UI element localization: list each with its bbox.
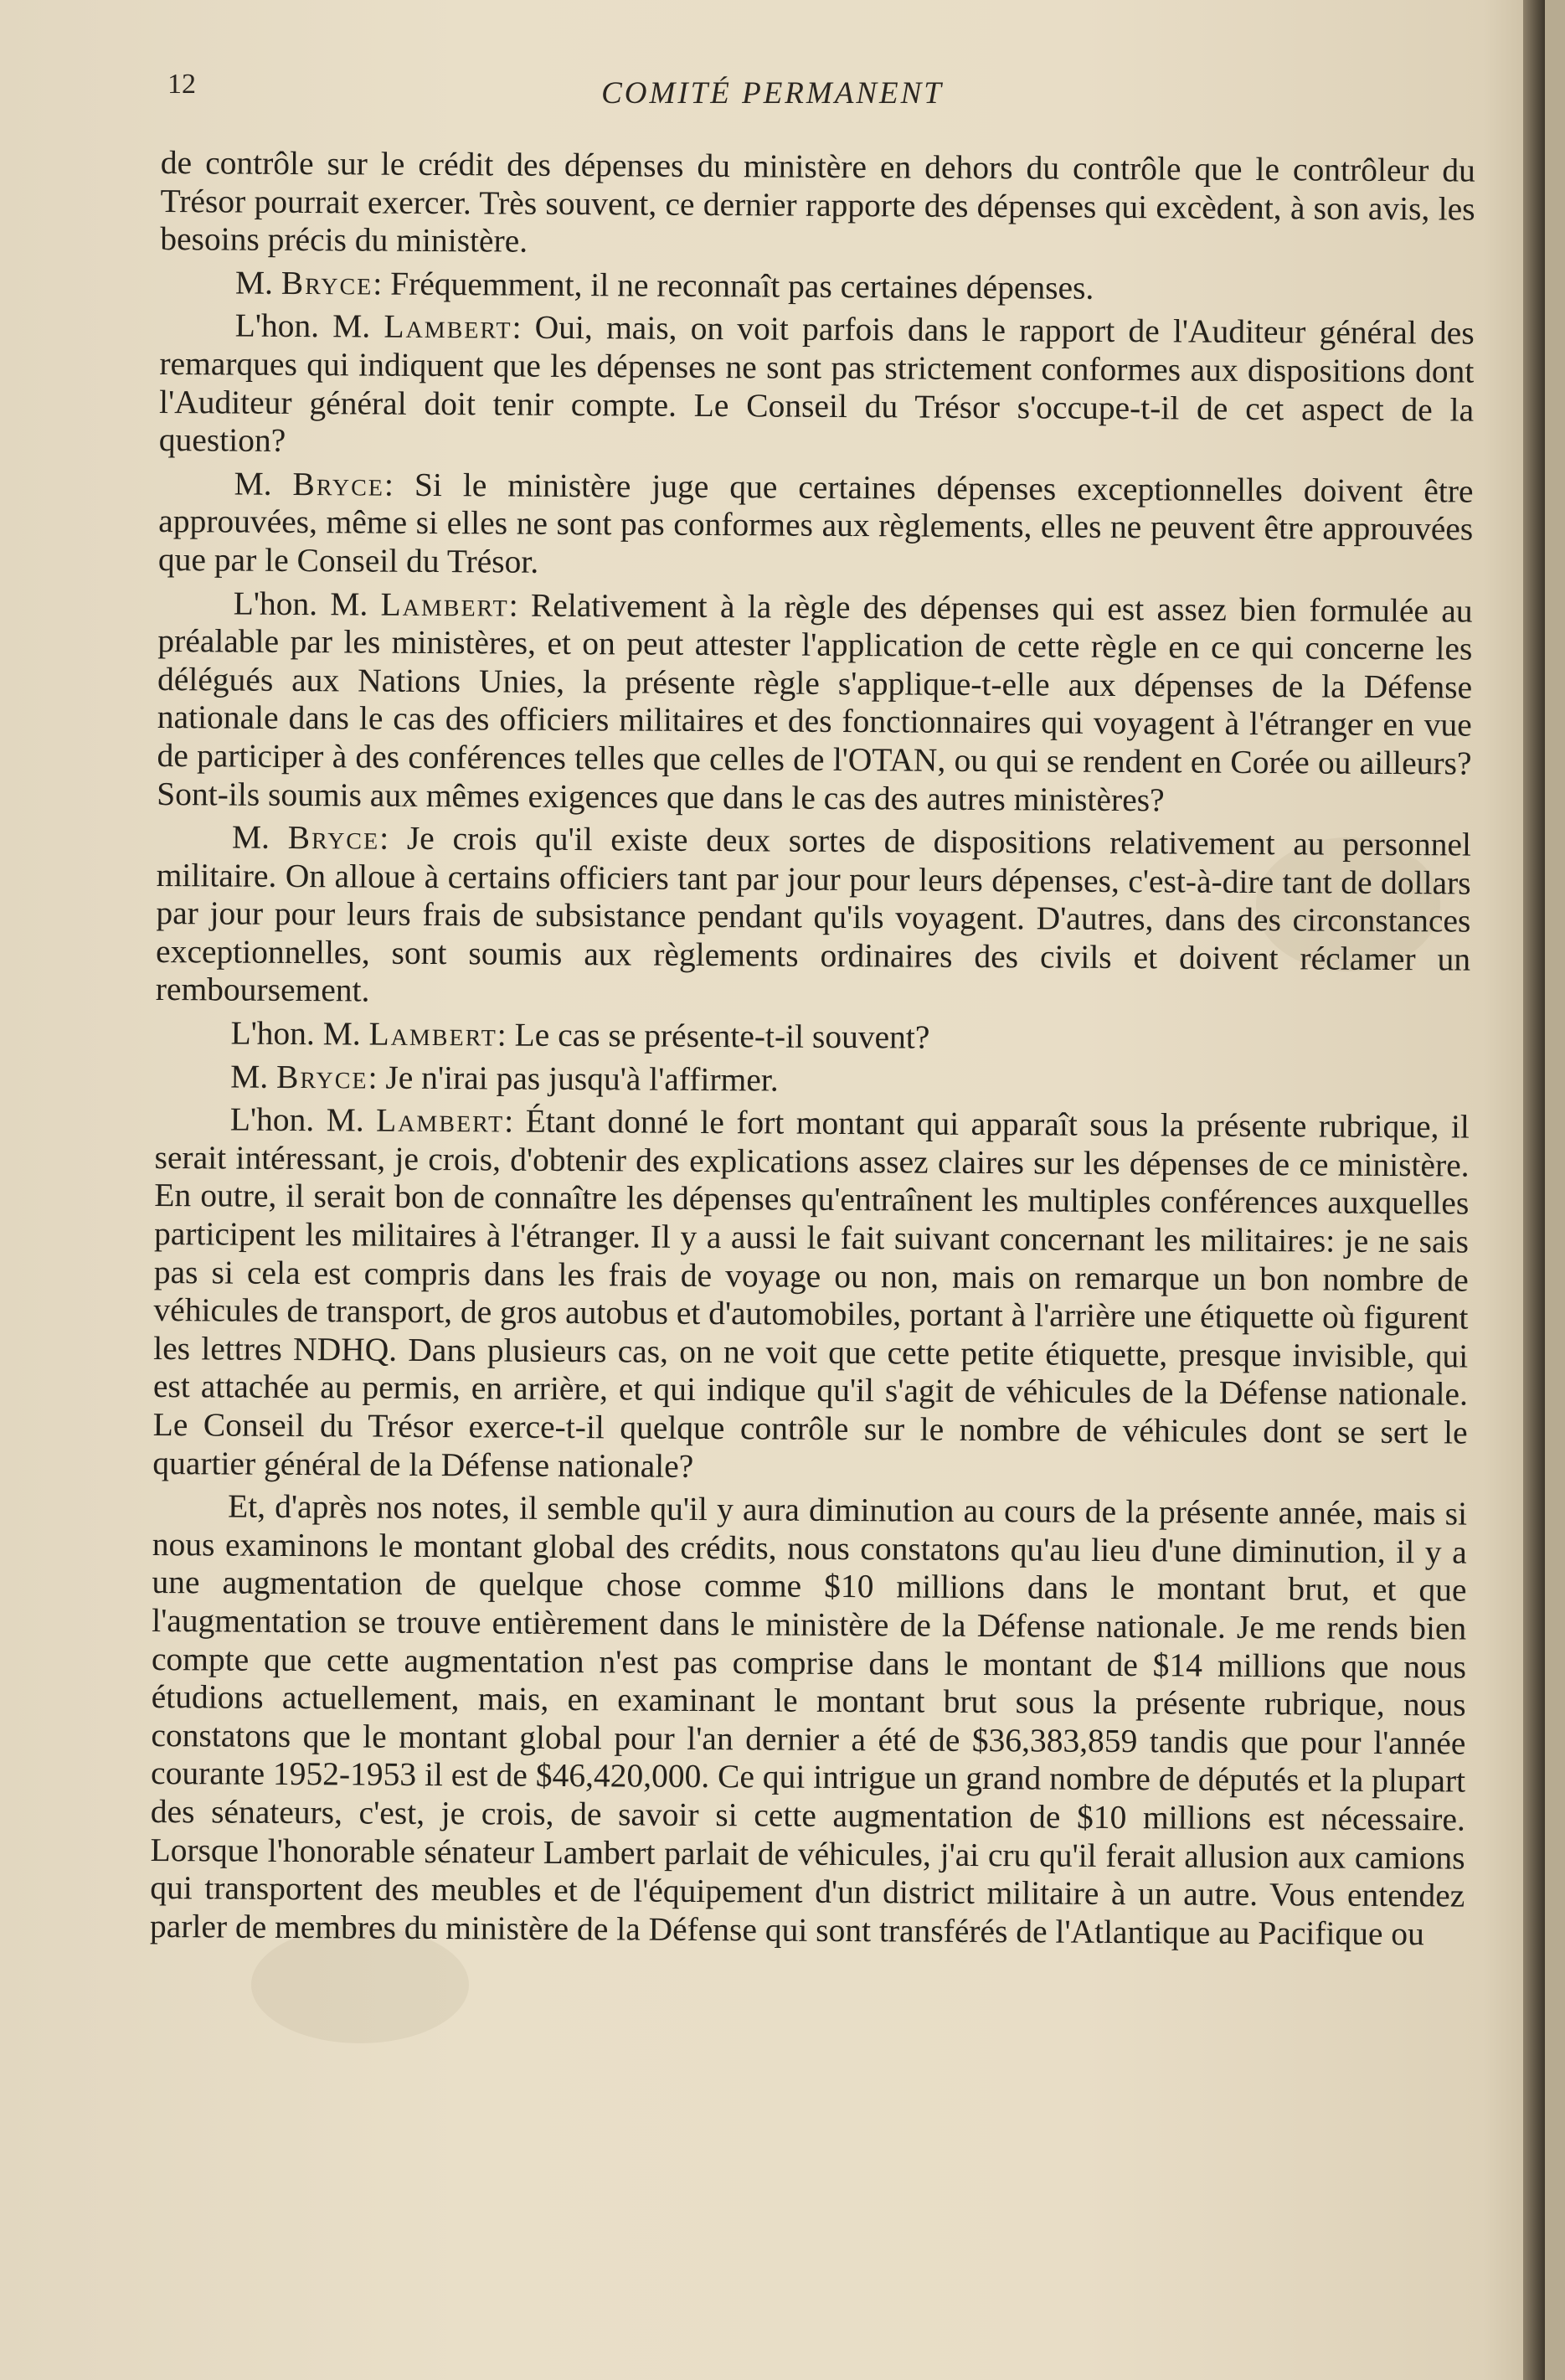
paragraph <box>160 264 1475 310</box>
paragraph-text: : Oui, mais, on voit parfois dans le rapport de l'Auditeur général des remarques qui indiquent que les dépenses ne sont pas strictement conformes aux dispositions dont l'Auditeur général doit tenir compte. Le Conseil du Trésor s'occupe-t-il de cet aspect de la question? <box>158 308 1475 460</box>
paragraph-text: : Fréquemment, il ne reconnaît pas certaines dépenses. <box>373 265 1094 307</box>
page-number: 12 <box>167 69 196 100</box>
paragraph-text: Et, d'après nos notes, il semble qu'il y aura diminution au cours de la présente année, mais si nous examinons le montant global des crédits, nous constatons qu'au lieu d'une diminution, il y a une augmentation de quelque chose comme $10 millions dans le montant brut, et que l'augmentation se trouve entièrement dans le ministère de la Défense nationale. Je me rends bien compte que cette augmentation n'est pas comprise dans le montant de $14 millions que nous étudions actuellement, mais, en examinant le montant brut sous la présente rubrique, nous constatons que le montant global pour l'an dernier a été de $36,383,859 tandis que pour l'année courante 1952-1953 il est de $46,420,000. Ce qui intrigue un grand nombre de députés et la plupart des sénateurs, c'est, je crois, de savoir si cette augmentation de $10 millions est nécessaire. Lorsque l'honorable sénateur Lambert parlait de véhicules, j'ai cru qu'il ferait allusion aux camions qui transportent des meubles et de l'équipement d'un district militaire à un autre. Vous entendez parler de membres du ministère de la Défense qui sont transférés de l'Atlantique au Pacifique ou <box>149 1487 1468 1952</box>
speaker-name: Lambert <box>380 585 509 624</box>
speaker-prefix: M. <box>231 818 270 856</box>
paragraph <box>160 144 1475 266</box>
speaker-prefix: M. <box>234 465 272 502</box>
paragraph <box>152 1100 1470 1491</box>
paragraph <box>156 818 1471 1017</box>
speaker-name: Bryce <box>287 819 380 857</box>
paragraph-text: : Je n'irai pas jusqu'à l'affirmer. <box>368 1059 779 1099</box>
paragraph-text: de contrôle sur le crédit des dépenses du ministère en dehors du contrôle que le contrôleur du Trésor pourrait exercer. Très souvent, ce dernier rapporte des dépenses qui excèdent, à son avis, les besoins précis du ministère. <box>160 144 1475 260</box>
book-binding-edge <box>1523 0 1545 2380</box>
speaker-prefix: M. <box>234 264 274 301</box>
paragraph-text: : Je crois qu'il existe deux sortes de dispositions relativement au personnel militaire. On alloue à certains officiers tant par jour pour leurs dépenses, c'est-à-dire tant de dollars par jour pour leurs frais de subsistance pendant qu'ils voyagent. D'autres, dans des circonstances exceptionnelles, sont soumis aux règlements ordinaires des civils et doivent réclamer un remboursement. <box>155 819 1472 1010</box>
speaker-name: Lambert <box>375 1101 505 1140</box>
paragraph-text: : Si le ministère juge que certaines dépenses exceptionnelles doivent être approuvées, même si elles ne sont pas conformes aux règlements, elles ne peuvent être approuvées que par le Conseil du Trésor. <box>157 466 1474 580</box>
paragraph <box>155 1014 1470 1060</box>
paragraph-text: : Étant donné le fort montant qui apparaît sous la présente rubrique, il serait intéressant, je crois, d'obtenir des explications assez claires sur les dépenses de ce ministère. En outre, il serait bon de connaître les dépenses qu'entraînent les multiples conférences auxquelles participent les militaires à l'étranger. Il y a aussi le fait suivant concernant les militaires: je ne sais pas si cela est compris dans les frais de voyage ou non, mais on remarque un bon nombre de véhicules de transport, de gros autobus et d'automobiles, portant à l'arrière une étiquette où figurent les lettres NDHQ. Dans plusieurs cas, on ne voit que cette petite étiquette, presque invisible, qui est attachée au permis, en arrière, et qui indique qu'il s'agit de véhicules de la Défense nationale. Le Conseil du Trésor exerce-t-il quelque contrôle sur le nombre de véhicules dont se sert le quartier général de la Défense nationale? <box>152 1102 1470 1485</box>
paragraph-text: : Relativement à la règle des dépenses qui est assez bien formulée au préalable par les ministères, et on peut attester l'application de cette règle en ce qui concerne les délégués aux Nations Unies, la présente règle s'applique-t-elle aux dépenses de la Défense nationale dans le cas des officiers militaires et des fonctionnaires qui voyagent à l'étranger en vue de participer à des conférences telles que celles de l'OTAN, ou qui se rendent en Corée ou ailleurs? Sont-ils soumis aux mêmes exigences que dans le cas des autres ministères? <box>157 586 1473 818</box>
body-text <box>150 144 1475 1959</box>
speaker-name: Bryce <box>292 465 385 503</box>
running-head: COMITÉ PERMANENT <box>601 76 944 111</box>
speaker-name: Lambert <box>384 308 512 346</box>
speaker-prefix: L'hon. M. <box>234 307 371 345</box>
speaker-name: Bryce <box>275 1058 368 1096</box>
paragraph <box>150 1487 1467 1954</box>
speaker-name: Lambert <box>368 1015 497 1053</box>
paragraph <box>158 465 1474 587</box>
paragraph <box>159 307 1475 467</box>
speaker-prefix: L'hon. M. <box>229 1100 364 1139</box>
speaker-prefix: M. <box>230 1058 269 1095</box>
speaker-prefix: L'hon. M. <box>233 585 368 623</box>
paragraph <box>155 1058 1470 1104</box>
paragraph-text: : Le cas se présente-t-il souvent? <box>497 1016 930 1056</box>
speaker-prefix: L'hon. M. <box>230 1014 361 1053</box>
paragraph <box>157 585 1473 822</box>
speaker-name: Bryce <box>281 264 373 302</box>
